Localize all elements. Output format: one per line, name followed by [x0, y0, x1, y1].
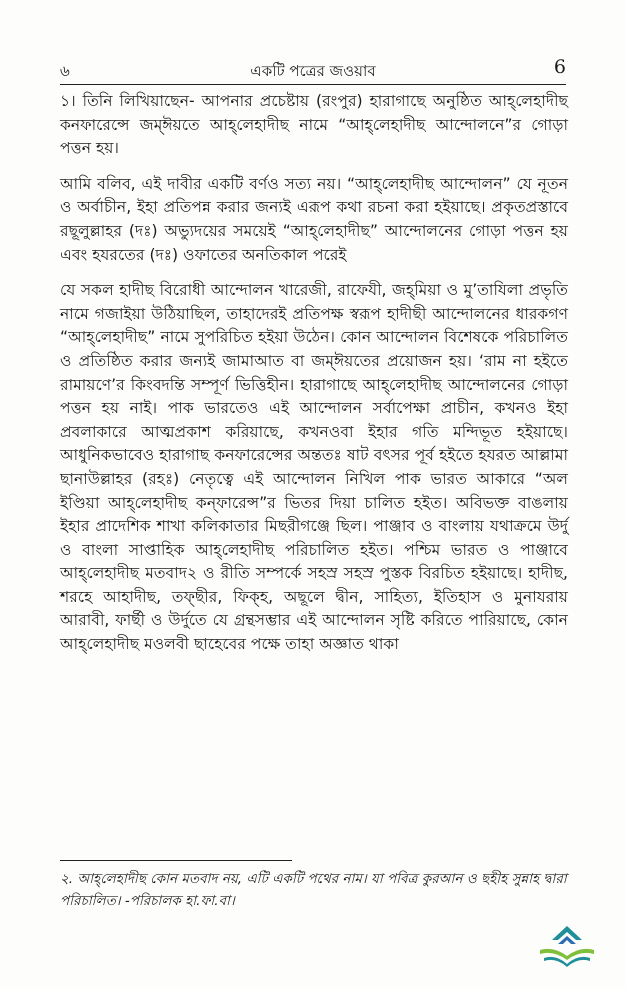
- body-text: [60, 90, 568, 657]
- page-number-bengali: ৬: [60, 62, 70, 80]
- footnote-rule: [60, 860, 292, 861]
- header-rule: [60, 84, 566, 85]
- paragraph-3: যে সকল হাদীছ বিরোধী আন্দোলন খারেজী, রাফেযী, জহ্‌মিয়া ও মু’তাযিলা প্রভৃতি নামে গজাইয়া উঠিয়াছিল, তাহাদেরই প্রতিপক্ষ স্বরূপ হাদীছী আন্দোলনের ধারকগণ “আহ্‌লেহাদীছ” নামে সুপরিচিত হইয়া উঠেন। কোন আন্দোলন বিশেষকে পরিচালিত ও প্রতিষ্ঠিত করার জন্যই জামাআত বা জম্‌ঈয়তের প্রয়োজন হয়। ‘রাম না হইতে রামায়ণে’র কিংবদন্তি সম্পূর্ণ ভিত্তিহীন। হারাগাছে আহ্‌লেহাদীছ আন্দোলনের গোড়া পত্তন হয় নাই। পাক ভারতেও এই আন্দোলন সর্বাপেক্ষা প্রাচীন, কখনও ইহা প্রবলাকারে আত্মপ্রকাশ করিয়াছে, কখনওবা ইহার গতি মন্দিভূত হইয়াছে। আধুনিকভাবেও হারাগাছ কনফারেন্সের অন্ততঃ ষাট বৎসর পূর্ব হইতে হযরত আল্লামা ছানাউল্লাহর (রহঃ) নেতৃত্বে এই আন্দোলন নিখিল পাক ভারত আকারে “অল ইণ্ডিয়া আহ্‌লেহাদীছ কন্‌ফারেন্স”র ভিতর দিয়া চালিত হইত। অবিভক্ত বাঙলায় ইহার প্রাদেশিক শাখা কলিকাতার মিছরীগঞ্জে ছিল। পাঞ্জাব ও বাংলায় যথাক্রমে উর্দু ও বাংলা সাপ্তাহিক আহ্‌লেহাদীছ পরিচালিত হইত। পশ্চিম ভারত ও পাঞ্জাবে আহ্‌লেহাদীছ মতবাদ২ ও রীতি সম্পর্কে সহস্র সহস্র পুস্তক বিরচিত হইয়াছে। হাদীছ, শরহে আহাদীছ, তফ্‌ছীর, ফিক্‌হ, অছূলে দ্বীন, সাহিত্য, ইতিহাস ও মুনাযরায় আরাবী, ফার্ছী ও উর্দুতে যে গ্রন্থসম্ভার এই আন্দোলন সৃষ্টি করিতে পারিয়াছে, কোন আহ্‌লেহাদীছ মওলবী ছাহেবের পক্ষে তাহা অজ্ঞাত থাকা: [60, 281, 568, 654]
- running-title: একটি পত্রের জওয়াব: [250, 62, 376, 80]
- publisher-logo-icon: [536, 922, 598, 972]
- paragraph-2: আমি বলিব, এই দাবীর একটি বর্ণও সত্য নয়। “আহ্‌লেহাদীছ আন্দোলন” যে নূতন ও অর্বাচীন, ইহা প্রতিপন্ন করার জন্যই এরূপ কথা রচনা করা হইয়াছে। প্রকৃতপ্রস্তাবে রছূলুল্লাহর (দঃ) অভ্যুদয়ের সময়েই “আহ্‌লেহাদীছ” আন্দোলনের গোড়া পত্তন হয় এবং হযরতের (দঃ) ওফাতের অনতিকাল পরেই: [60, 174, 568, 264]
- page-header: [60, 56, 566, 84]
- paragraph-1: ১। তিনি লিখিয়াছেন- আপনার প্রচেষ্টায় (রংপুর) হারাগাছে অনুষ্ঠিত আহ্‌লেহাদীছ কনফারেন্সে জম্‌ঈয়তে আহ্‌লেহাদীছ নামে “আহ্‌লেহাদীছ আন্দোলনে”র গোড়া পত্তন হয়।: [60, 92, 568, 158]
- footnote: ২. আহ্‌লেহাদীছ কোন মতবাদ নয়, এটি একটি পথের নাম। যা পবিত্র কুরআন ও ছহীহ সুন্নাহ দ্বারা পরিচালিত। -পরিচালক হা.ফা.বা।: [60, 871, 567, 909]
- page-number-latin: 6: [553, 56, 566, 78]
